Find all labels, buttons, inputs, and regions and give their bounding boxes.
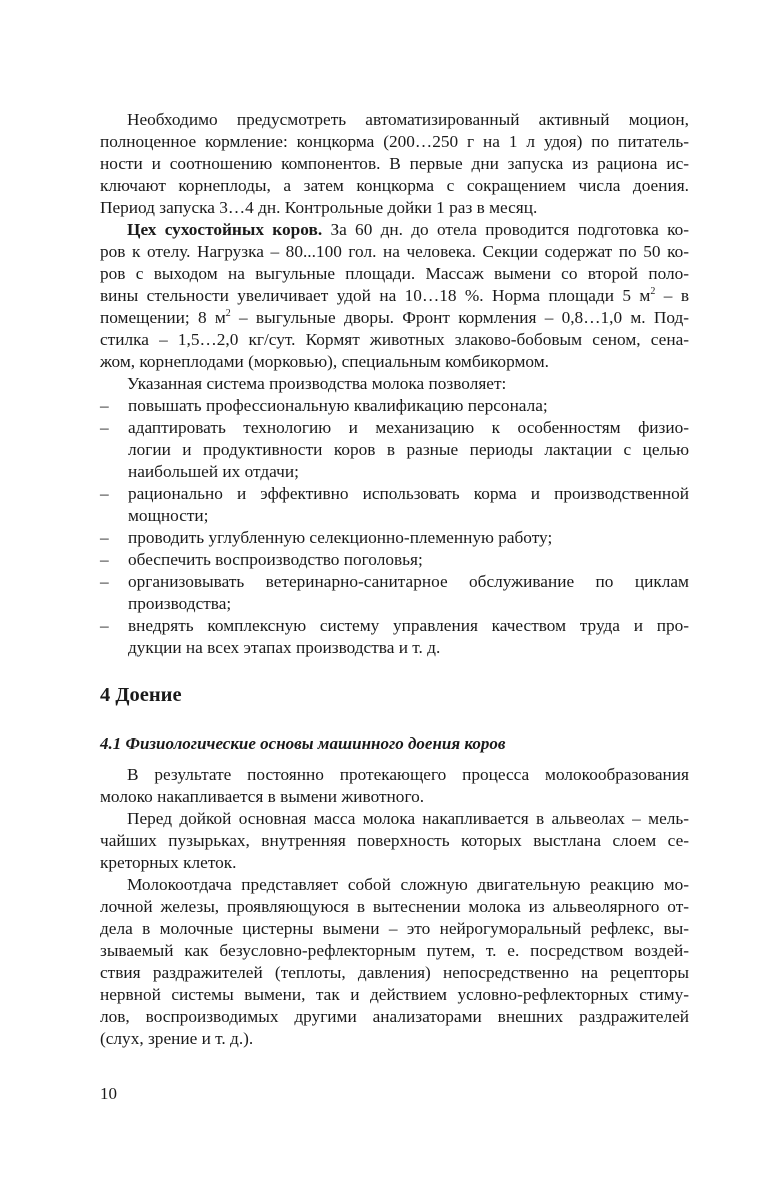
bullet-line: обеспечить воспроизводство поголовья; — [128, 550, 423, 569]
p3-line: дела в молочные цистерны вымени – это нейрогуморальный рефлекс, вы- — [100, 919, 689, 938]
yard-sup: 2 — [225, 308, 231, 319]
bullet-dash: – — [100, 418, 109, 437]
bullet-dash: – — [100, 550, 109, 569]
dry-cows-first-rest: За 60 дн. до отела проводится подготовка ко- — [322, 220, 689, 239]
p1-line: В результате постоянно протекающего процесса молокообразования — [127, 765, 689, 784]
p3-line: ствия раздражителей (теплоты, давления) непосредственно на рецепторы — [100, 963, 689, 982]
p3-line: лов, воспроизводимых другими анализаторами внешних раздражителей — [100, 1007, 689, 1026]
p3-line: нервной системы вымени, так и действием условно-рефлекторных стиму- — [100, 985, 689, 1004]
intro-line: ности и соотношению компонентов. В первые дни запуска из рациона ис- — [100, 154, 689, 173]
dry-cows-area-line — [100, 285, 689, 308]
yard-text-b: – выгульные дворы. Фронт кормления – 0,8…1,0 м. Под- — [230, 308, 690, 327]
bullet-line: мощности; — [128, 506, 209, 525]
bullet-dash: – — [100, 484, 109, 503]
bullet-line: наибольшей их отдачи; — [128, 462, 299, 481]
page-number: 10 — [100, 1084, 117, 1103]
area-text-a: вины стельности увеличивает удой на 10…18 %. Норма площади 5 м — [100, 286, 651, 305]
intro-line: ключают корнеплоды, а затем концкорма с сокращением числа доения. — [100, 176, 689, 195]
chapter-title: 4 Доение — [100, 684, 182, 706]
p1-line: молоко накапливается в вымени животного. — [100, 787, 425, 806]
bullet-line: повышать профессиональную квалификацию персонала; — [128, 396, 548, 415]
p3-line: (слух, зрение и т. д.). — [100, 1029, 254, 1048]
dry-cows-title: Цех сухостойных коров. — [127, 220, 323, 239]
dry-cows-line: ров с выходом на выгульные площади. Массаж вымени со второй поло- — [100, 264, 689, 283]
p3-line: зываемый как безусловно-рефлекторным путем, т. е. посредством воздей- — [100, 941, 689, 960]
bullet-line: внедрять комплексную систему управления качеством труда и про- — [128, 616, 689, 635]
p2-line: креторных клеток. — [100, 853, 237, 872]
bullet-line: логии и продуктивности коров в разные периоды лактации с целью — [128, 440, 689, 459]
system-intro: Указанная система производства молока позволяет: — [127, 374, 507, 393]
dry-cows-line: ров к отелу. Нагрузка – 80...100 гол. на человека. Секции содержат по 50 ко- — [100, 242, 689, 261]
p2-line: чайших пузырьках, внутренняя поверхность которых выстлана слоем се- — [100, 831, 689, 850]
bullet-dash: – — [100, 528, 109, 547]
intro-line: полноценное кормление: концкорма (200…250 г на 1 л удоя) по питатель- — [100, 132, 689, 151]
dry-cows-first-line — [127, 219, 689, 242]
bullet-line: организовывать ветеринарно-санитарное обслуживание по циклам — [128, 572, 689, 591]
intro-line: Необходимо предусмотреть автоматизированный активный моцион, — [127, 110, 689, 129]
dry-cows-yard-line — [100, 307, 689, 330]
bullet-line: рационально и эффективно использовать корма и производственной — [128, 484, 689, 503]
p2-line: Перед дойкой основная масса молока накапливается в альвеолах – мель- — [127, 809, 689, 828]
area-text-b: – в — [655, 286, 689, 305]
area-sup: 2 — [650, 286, 656, 297]
bullet-line: производства; — [128, 594, 232, 613]
p3-line: лочной железы, проявляющуюся в вытеснении молока из альвеолярного от- — [100, 897, 689, 916]
bullet-dash: – — [100, 572, 109, 591]
intro-line: Период запуска 3…4 дн. Контрольные дойки 1 раз в месяц. — [100, 198, 538, 217]
bullet-line: проводить углубленную селекционно-племенную работу; — [128, 528, 553, 547]
yard-text-a: помещении; 8 м — [100, 308, 226, 327]
section-title: 4.1 Физиологические основы машинного доения коров — [100, 734, 506, 753]
bullet-dash: – — [100, 616, 109, 635]
bullet-line: адаптировать технологию и механизацию к особенностям физио- — [128, 418, 689, 437]
dry-cows-line: жом, корнеплодами (морковью), специальным комбикормом. — [100, 352, 549, 371]
bullet-line: дукции на всех этапах производства и т. д. — [128, 638, 441, 657]
bullet-dash: – — [100, 396, 109, 415]
dry-cows-line: стилка – 1,5…2,0 кг/сут. Кормят животных злаково-бобовым сеном, сена- — [100, 330, 689, 349]
p3-line: Молокоотдача представляет собой сложную двигательную реакцию мо- — [127, 875, 689, 894]
